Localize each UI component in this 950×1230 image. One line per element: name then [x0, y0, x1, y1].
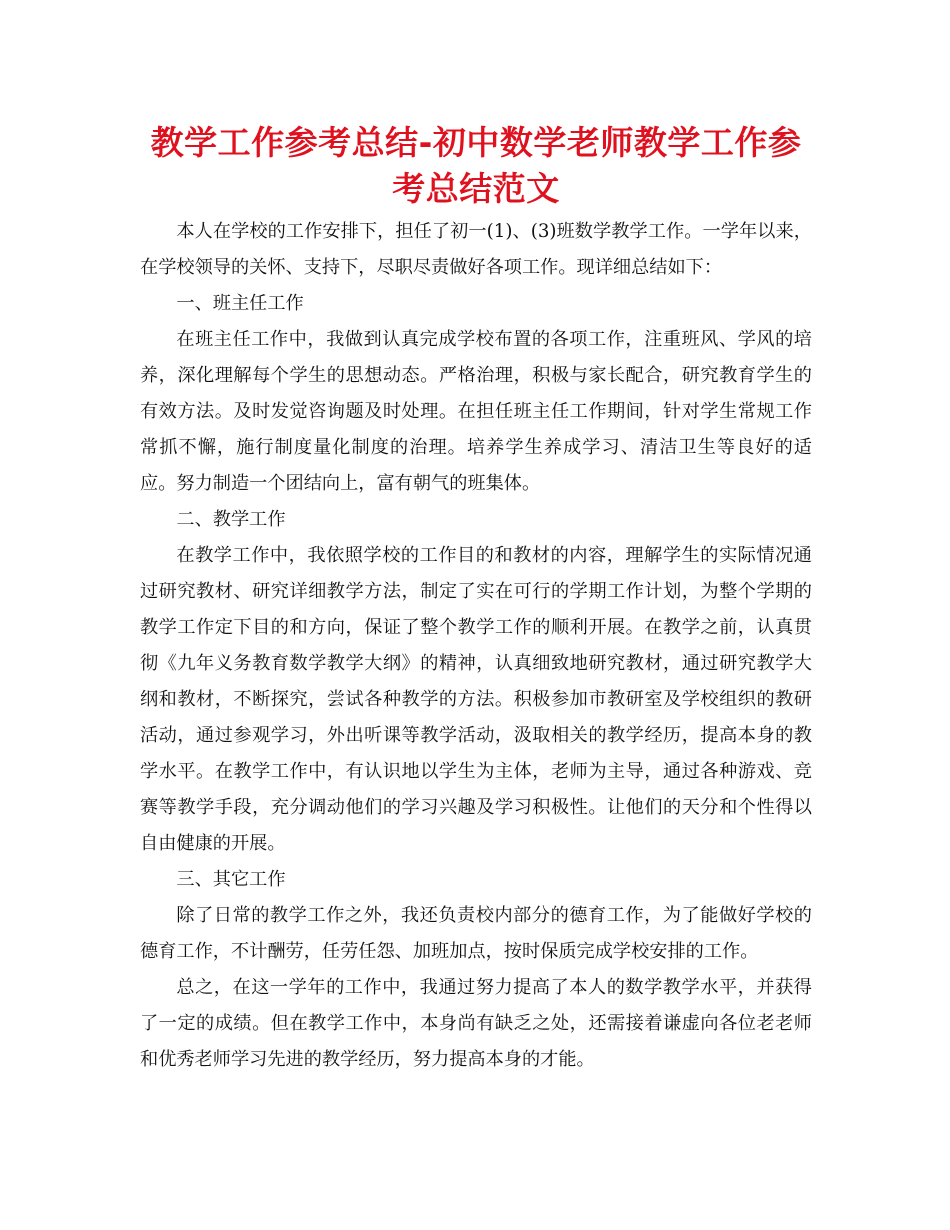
- other-work-paragraph: 除了日常的教学工作之外，我还负责校内部分的德育工作，为了能做好学校的德育工作，不计酬劳，任劳任怨、加班加点，按时保质完成学校安排的工作。: [140, 905, 812, 962]
- conclusion-paragraph: 总之，在这一学年的工作中，我通过努力提高了本人的数学教学水平，并获得了一定的成绩。但在教学工作中，本身尚有缺乏之处，还需接着谦虚向各位老老师和优秀老师学习先进的教学经历，努力提高本身的才能。: [140, 977, 812, 1070]
- section-heading-other: 三、其它工作: [176, 869, 286, 890]
- homeroom-paragraph: 在班主任工作中，我做到认真完成学校布置的各项工作，注重班风、学风的培养，深化理解每个学生的思想动态。严格治理，积极与家长配合，研究教育学生的有效方法。及时发觉咨询题及时处理。在担任班主任工作期间，针对学生常规工作常抓不懈，施行制度量化制度的治理。培养学生养成学习、清洁卫生等良好的适应。努力制造一个团结向上，富有朝气的班集体。: [140, 329, 812, 494]
- section-heading-teaching: 二、教学工作: [176, 509, 286, 530]
- document-body: [140, 214, 812, 1078]
- section-heading-homeroom: 一、班主任工作: [176, 293, 304, 314]
- intro-paragraph: 本人在学校的工作安排下，担任了初一(1)、(3)班数学教学工作。一学年以来，在学校领导的关怀、支持下，尽职尽责做好各项工作。现详细总结如下：: [140, 221, 812, 278]
- document-title: 教学工作参考总结-初中数学老师教学工作参考总结范文: [150, 123, 802, 208]
- document-page: [140, 120, 812, 1078]
- teaching-paragraph: 在教学工作中，我依照学校的工作目的和教材的内容，理解学生的实际情况通过研究教材、研究详细教学方法，制定了实在可行的学期工作计划，为整个学期的教学工作定下目的和方向，保证了整个教学工作的顺利开展。在教学之前，认真贯彻《九年义务教育数学教学大纲》的精神，认真细致地研究教材，通过研究教学大纲和教材，不断探究，尝试各种教学的方法。积极参加市教研室及学校组织的教研活动，通过参观学习，外出听课等教学活动，汲取相关的教学经历，提高本身的教学水平。在教学工作中，有认识地以学生为主体，老师为主导，通过各种游戏、竞赛等教学手段，充分调动他们的学习兴趣及学习积极性。让他们的天分和个性得以自由健康的开展。: [140, 545, 812, 854]
